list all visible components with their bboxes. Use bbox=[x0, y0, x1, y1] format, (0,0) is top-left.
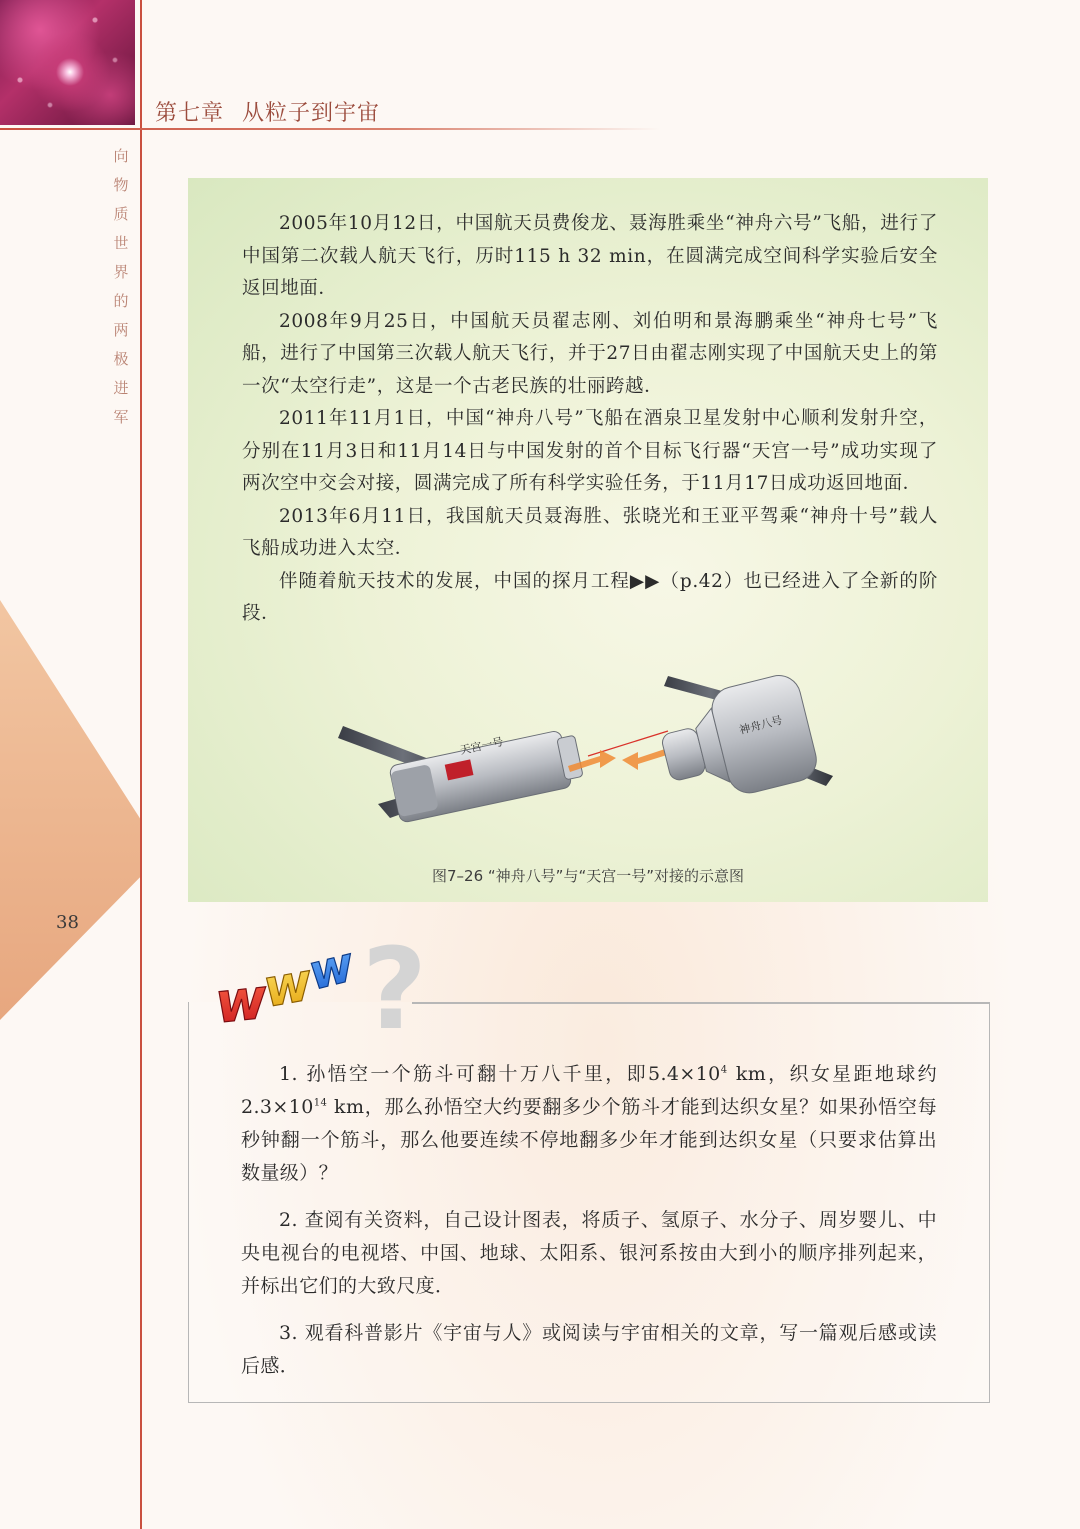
side-title-char: 极 bbox=[113, 350, 129, 368]
www-letter-blue: w bbox=[303, 936, 360, 1002]
www-letter-red: w bbox=[212, 966, 271, 1037]
figure-caption: 图7–26 “神舟八号”与“天宫一号”对接的示意图 bbox=[432, 867, 744, 885]
www-letter-yellow: w bbox=[258, 952, 317, 1020]
page-number: 38 bbox=[56, 912, 79, 933]
info-paragraph: 2005年10月12日，中国航天员费俊龙、聂海胜乘坐“神舟六号”飞船，进行了中国第二次载人航天飞行，历时115 h 32 min，在圆满完成空间科学实验后安全返回地面． bbox=[242, 213, 938, 299]
side-title-char: 两 bbox=[113, 321, 129, 339]
docking-illustration bbox=[338, 656, 838, 846]
question-1-text: km，那么孙悟空大约要翻多少个筋斗才能到达织女星？如果孙悟空每秒钟翻一个筋斗，那么他要连续不停地翻多少年才能到达织女星（只要求估算出数量级）？ bbox=[241, 1096, 937, 1184]
side-title-char: 军 bbox=[113, 408, 129, 426]
chapter-title bbox=[155, 96, 380, 127]
tiangong-module bbox=[387, 719, 585, 823]
chapter-name: 从粒子到宇宙 bbox=[242, 101, 381, 126]
info-paragraph: 2013年6月11日，我国航天员聂海胜、张晓光和王亚平驾乘“神舟十号”载人飞船成功进入太空． bbox=[242, 505, 938, 559]
question-1-text: 1. 孙悟空一个筋斗可翻十万八千里，即5.4×10 bbox=[279, 1063, 721, 1085]
www-logo-icon bbox=[212, 928, 432, 1048]
vertical-rule bbox=[140, 0, 142, 1529]
side-title-char: 世 bbox=[113, 234, 129, 252]
side-title-char: 进 bbox=[113, 379, 129, 397]
question-3: 3. 观看科普影片《宇宙与人》或阅读与宇宙相关的文章，写一篇观后感或读后感． bbox=[241, 1322, 937, 1377]
side-title-char: 界 bbox=[113, 263, 129, 281]
side-title-char: 向 bbox=[113, 147, 129, 165]
docking-arrow-icon bbox=[622, 748, 670, 770]
shenzhou-label: 神舟八号 bbox=[737, 713, 784, 737]
info-box bbox=[188, 178, 988, 902]
exponent: 4 bbox=[720, 1064, 728, 1076]
www-question-mark: ? bbox=[362, 928, 427, 1048]
nebula-image bbox=[0, 0, 135, 125]
exponent: 14 bbox=[313, 1097, 328, 1109]
www-box-top-border bbox=[412, 1002, 990, 1004]
question-1-text: km，织女星距地球约2.3×10 bbox=[241, 1063, 937, 1118]
tiangong-label: 天宫一号 bbox=[458, 735, 505, 758]
www-questions bbox=[241, 1058, 937, 1397]
question-2: 2. 查阅有关资料，自己设计图表，将质子、氢原子、水分子、周岁婴儿、中央电视台的电视塔、中国、地球、太阳系、银河系按由大到小的顺序排列起来，并标出它们的大致尺度． bbox=[241, 1209, 937, 1297]
www-exercise-box bbox=[188, 1002, 990, 1403]
side-title-char: 质 bbox=[113, 205, 129, 223]
chapter-number: 第七章 bbox=[155, 101, 225, 126]
info-text bbox=[242, 208, 938, 631]
info-paragraph: 伴随着航天技术的发展，中国的探月工程▶▶（p.42）也已经进入了全新的阶段． bbox=[242, 570, 938, 624]
side-section-title bbox=[110, 142, 132, 432]
side-title-char: 的 bbox=[113, 292, 129, 310]
info-paragraph: 2011年11月1日，中国“神舟八号”飞船在酒泉卫星发射中心顺利发射升空，分别在11月3日和11月14日与中国发射的首个目标飞行器“天宫一号”成功实现了两次空中交会对接，圆满完成了所有科学实验任务，于11月17日成功返回地面． bbox=[242, 408, 938, 494]
question-1 bbox=[241, 1058, 937, 1190]
info-paragraph: 2008年9月25日，中国航天员翟志刚、刘伯明和景海鹏乘坐“神舟七号”飞船，进行了中国第三次载人航天飞行，并于27日由翟志刚实现了中国航天史上的第一次“太空行走”，这是一个古老民族的壮丽跨越． bbox=[242, 310, 938, 397]
shenzhou-spacecraft bbox=[653, 671, 821, 811]
side-title-char: 物 bbox=[113, 176, 129, 194]
header-rule bbox=[0, 128, 660, 130]
